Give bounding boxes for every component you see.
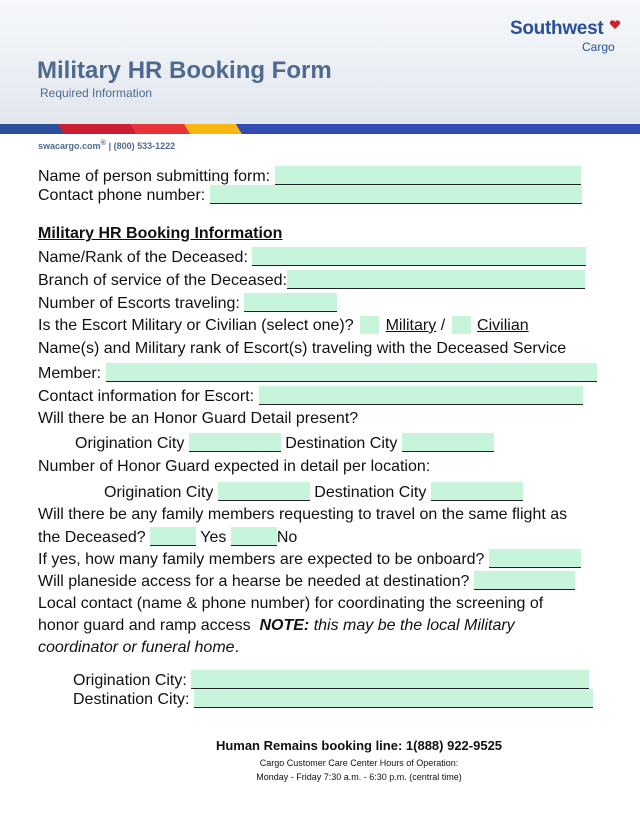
heart-logo-icon (609, 20, 621, 30)
submitter-name-row (38, 166, 581, 187)
hg-destination-label: Destination City (285, 435, 398, 452)
page-subtitle: Required Information (40, 86, 153, 100)
family-answer-row (38, 527, 297, 548)
website-link[interactable]: swacargo.com (38, 141, 101, 151)
military-checkbox[interactable] (360, 316, 379, 334)
contact-phone: (800) 533-1222 (113, 141, 176, 151)
name-rank-label: Name/Rank of the Deceased: (38, 249, 248, 266)
registered-mark: ® (100, 138, 107, 147)
count-cities-row (104, 482, 523, 503)
family-no-label: No (276, 529, 298, 546)
family-question-line: Will there be any family members requesting to travel on the same flight as (38, 506, 568, 523)
family-yes-field[interactable] (150, 527, 196, 546)
name-rank-row (38, 247, 586, 268)
escort-type-row (38, 316, 529, 336)
hg-origination-field[interactable] (189, 433, 281, 452)
escorts-row (38, 293, 337, 314)
hg-destination-field[interactable] (402, 433, 494, 452)
dest-city-field[interactable] (194, 689, 593, 708)
escort-names-label-line: Name(s) and Military rank of Escort(s) traveling with the Deceased Service (38, 340, 567, 357)
honor-guard-cities-row (75, 433, 494, 454)
branch-row (38, 270, 585, 291)
civilian-option: Civilian (477, 317, 529, 334)
dest-city-row (73, 689, 593, 710)
contact-line (38, 138, 175, 151)
hearse-label: Will planeside access for a hearse be needed at destination? (38, 573, 470, 590)
branch-field[interactable] (287, 270, 585, 289)
page-title: Military HR Booking Form (37, 57, 332, 84)
local-contact-line-2 (38, 616, 515, 636)
note-label: NOTE: (259, 617, 310, 634)
brand-stripe (0, 124, 640, 134)
local-contact-text: honor guard and ramp access (38, 617, 251, 634)
escort-names-row (38, 363, 597, 384)
family-yes-label: Yes (200, 529, 227, 546)
booking-line: Human Remains booking line: 1(888) 922-9525 (215, 738, 503, 753)
hours-text: Monday - Friday 7:30 a.m. - 6:30 p.m. (central time) (256, 772, 462, 782)
family-question-end: the Deceased? (38, 529, 146, 546)
submitter-name-field[interactable] (275, 166, 581, 185)
escort-contact-row (38, 386, 583, 407)
submitter-phone-field[interactable] (210, 185, 582, 204)
orig-city-label: Origination City: (73, 672, 187, 689)
submitter-name-label: Name of person submitting form: (38, 168, 271, 185)
dest-city-label: Destination City: (73, 691, 190, 708)
branch-label: Branch of service of the Deceased: (38, 272, 288, 289)
honor-guard-count-question: Number of Honor Guard expected in detail per location: (38, 458, 431, 475)
submitter-phone-label: Contact phone number: (38, 187, 206, 204)
brand-sub: Cargo (582, 40, 615, 54)
note-text: this may be the local Military (313, 617, 515, 634)
count-destination-field[interactable] (431, 482, 523, 501)
escort-contact-label: Contact information for Escort: (38, 388, 255, 405)
family-no-field[interactable] (231, 527, 277, 546)
brand-logo: Southwest (510, 18, 604, 39)
civilian-checkbox[interactable] (452, 316, 471, 334)
local-contact-line-1: Local contact (name & phone number) for coordinating the screening of (38, 595, 544, 612)
hours-title: Cargo Customer Care Center Hours of Operation: (259, 758, 459, 768)
escorts-label: Number of Escorts traveling: (38, 295, 240, 312)
hg-origination-label: Origination City (75, 435, 185, 452)
count-destination-label: Destination City (314, 484, 427, 501)
escorts-field[interactable] (244, 293, 337, 312)
hearse-row (38, 571, 575, 592)
note-text-end: coordinator or funeral home (38, 639, 235, 656)
count-origination-field[interactable] (218, 482, 310, 501)
local-contact-line-3 (38, 638, 239, 658)
count-origination-label: Origination City (104, 484, 214, 501)
submitter-phone-row (38, 185, 582, 206)
option-slash: / (440, 317, 446, 334)
contact-separator: | (108, 141, 112, 151)
hearse-field[interactable] (474, 571, 575, 590)
section-title: Military HR Booking Information (38, 225, 283, 242)
family-count-label: If yes, how many family members are expected to be onboard? (38, 551, 485, 568)
escort-type-label: Is the Escort Military or Civilian (select one)? (38, 317, 354, 334)
military-option: Military (385, 317, 437, 334)
orig-city-field[interactable] (191, 670, 589, 689)
family-count-field[interactable] (489, 549, 581, 568)
escort-names-field[interactable] (106, 363, 597, 382)
name-rank-field[interactable] (252, 247, 586, 266)
escort-names-label: Member: (38, 365, 102, 382)
orig-city-row (73, 670, 589, 691)
honor-guard-question: Will there be an Honor Guard Detail present? (38, 410, 359, 427)
note-period: . (234, 639, 240, 656)
escort-contact-field[interactable] (259, 386, 583, 405)
family-count-row (38, 549, 581, 570)
